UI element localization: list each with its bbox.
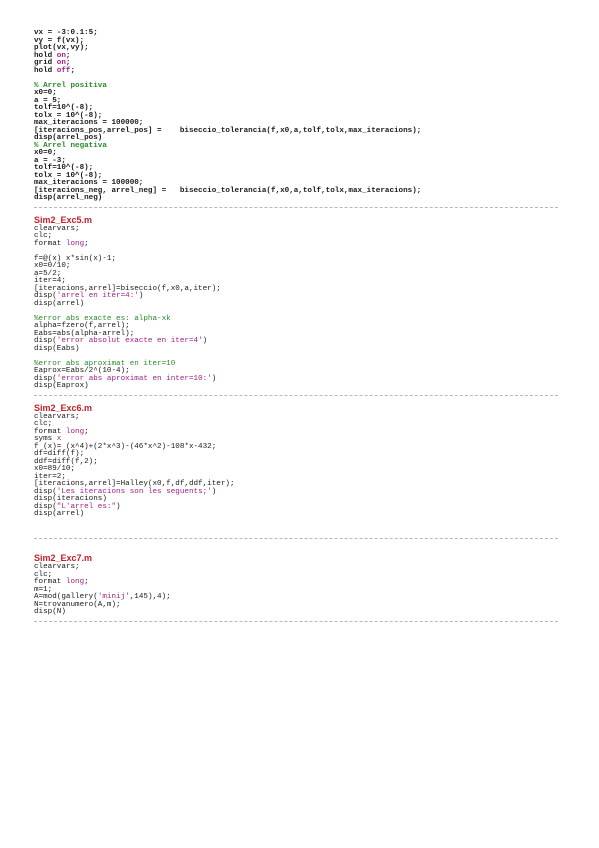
- code-line: disp(arrel): [34, 299, 85, 308]
- code-line: clc;: [34, 420, 53, 428]
- code-line: tolx = 10^(-8);: [34, 171, 103, 180]
- code-line: disp(arrel_pos): [34, 134, 103, 142]
- code-line: ddf=diff(f,2);: [34, 457, 98, 466]
- document-page: [34, 30, 559, 629]
- code-comment: % Arrel negativa: [34, 141, 107, 150]
- code-line: alpha=fzero(f,arrel);: [34, 322, 130, 330]
- code-line: disp(iteracions): [34, 495, 107, 503]
- code-line: disp(arrel): [34, 510, 85, 518]
- code-line: format long;: [34, 239, 89, 248]
- code-line: max_iteracions = 100000;: [34, 179, 144, 187]
- code-line: format long;: [34, 578, 89, 586]
- code-line: [iteracions,arrel]=biseccio(f,x0,a,iter);: [34, 284, 221, 293]
- code-line: clc;: [34, 232, 53, 240]
- code-line: tolf=10^(-8);: [34, 164, 94, 172]
- divider: [34, 395, 558, 396]
- code-line: clearvars;: [34, 412, 80, 421]
- code-line: disp('Les iteracions son les seguents;'): [34, 487, 217, 496]
- code-block-exc7: [34, 553, 559, 617]
- code-line: grid on;: [34, 59, 71, 67]
- code-line: x0=89/10;: [34, 465, 76, 473]
- code-line: Eabs=abs(alpha-arrel);: [34, 329, 135, 338]
- code-line: m=1;: [34, 585, 53, 594]
- code-line: [iteracions_neg, arrel_neg] = biseccio_tolerancia(f,x0,a,tolf,tolx,max_iteracions);: [34, 186, 422, 195]
- code-line: f (x)= (x^4)+(2*x^3)-(46*x^2)-108*x-432;: [34, 442, 217, 451]
- code-line: max_iteracions = 100000;: [34, 119, 144, 127]
- divider: [34, 621, 558, 622]
- code-line: x0=0;: [34, 149, 57, 157]
- code-line: disp('arrel en iter=4:'): [34, 292, 144, 300]
- code-line: a = -3;: [34, 156, 66, 165]
- code-block-exc5: [34, 215, 559, 391]
- code-line: format long;: [34, 427, 89, 436]
- divider: [34, 538, 558, 539]
- code-line: disp('error abs aproximat en inter=10:'): [34, 374, 217, 383]
- code-line: disp(N): [34, 608, 66, 616]
- code-line: N=trovanumero(A,m);: [34, 600, 121, 609]
- code-line: disp(Eabs): [34, 344, 80, 353]
- code-line: [iteracions_pos,arrel_pos] = biseccio_tolerancia(f,x0,a,tolf,tolx,max_iteracions);: [34, 126, 422, 135]
- file-title: Sim2_Exc7.m: [34, 553, 93, 563]
- code-line: x0=0/10;: [34, 262, 71, 270]
- code-line: A=mod(gallery('minij',145),4);: [34, 593, 171, 601]
- code-comment: %error abs exacte es: alpha-xk: [34, 314, 171, 323]
- code-line: hold off;: [34, 66, 76, 75]
- code-line: vy = f(vx);: [34, 36, 85, 45]
- code-line: plot(vx,vy);: [34, 44, 89, 52]
- divider: [34, 207, 558, 208]
- code-line: hold on;: [34, 51, 71, 60]
- code-line: clearvars;: [34, 563, 80, 571]
- code-line: vx = -3:0.1:5;: [34, 29, 98, 37]
- code-comment: %error abs aproximat en iter=10: [34, 359, 176, 368]
- file-title: Sim2_Exc6.m: [34, 402, 93, 413]
- code-comment: % Arrel positiva: [34, 81, 107, 90]
- code-line: f=@(x) x*sin(x)-1;: [34, 254, 117, 263]
- code-line: x0=0;: [34, 89, 57, 97]
- code-line: tolx = 10^(-8);: [34, 111, 103, 120]
- code-line: disp("L'arrel es:"): [34, 502, 121, 511]
- code-line: tolf=10^(-8);: [34, 104, 94, 112]
- code-line: a=5/2;: [34, 269, 62, 278]
- code-line: clc;: [34, 570, 53, 579]
- code-line: disp(Eaprox): [34, 382, 89, 390]
- code-line: a = 5;: [34, 96, 62, 105]
- code-line: Eaprox=Eabs/2^(10-4);: [34, 367, 130, 375]
- code-line: [iteracions,arrel]=Halley(x0,f,df,ddf,iter);: [34, 480, 235, 488]
- code-line: iter=2;: [34, 472, 66, 481]
- code-line: disp(arrel_neg): [34, 194, 103, 202]
- file-title: Sim2_Exc5.m: [34, 214, 93, 225]
- code-line: clearvars;: [34, 224, 80, 233]
- code-block-exc6: [34, 403, 559, 534]
- code-block-plot: [34, 30, 559, 203]
- code-line: disp('error absolut exacte en iter=4'): [34, 337, 208, 345]
- code-line: iter=4;: [34, 277, 66, 285]
- code-line: df=diff(f);: [34, 450, 85, 458]
- code-line: syms x: [34, 435, 62, 443]
